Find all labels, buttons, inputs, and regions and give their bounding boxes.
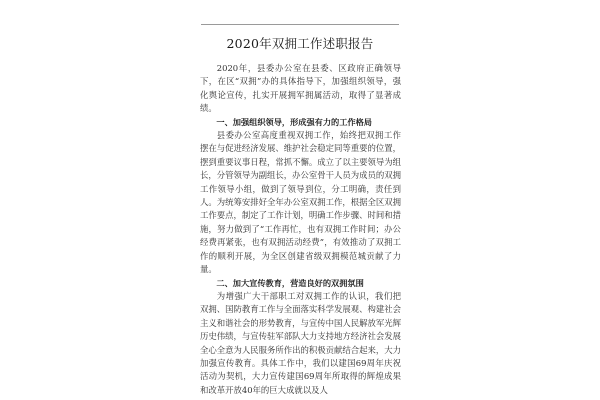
section-body-2: 为增强广大干部职工对双拥工作的认识，我们把双拥、国防教育工作与全面落实科学发展观、构建社会主义和谐社会的形势教育，与宣传中国人民解放军光辉历史伟绩，与宣传驻军部队大力支持地方经济社会发展全心全意为人民服务所作出的积极贡献结合起来，大力加强宣传教育。具体工作中，我们以建国69周年庆祝活动为契机，大力宣传建国69周年所取得的辉煌成果和改革开放40年的巨大成就以及人 xyxy=(200,290,401,395)
section-heading-1: 一、加强组织领导，形成强有力的工作格局 xyxy=(216,116,372,127)
document-body xyxy=(200,62,401,397)
document-title: 2020年双拥工作述职报告 xyxy=(226,36,374,51)
section-heading-2: 二、加大宣传教育，营造良好的双拥氛围 xyxy=(216,277,364,288)
section-body-1: 县委办公室高度重视双拥工作，始终把双拥工作摆在与促进经济发展、维护社会稳定同等重要的位置，摆到重要议事日程，常抓不懈。成立了以主要领导为组长，分管领导为副组长，办公室骨干人员为成员的双拥工作领导小组，做到了领导到位，分工明确，责任到人。为统筹安排好全年办公室双拥工作，根据全区双拥工作要点，制定了工作计划，明确工作步骤、时间和措施，努力做到了“工作再忙，也有双拥工作时间；办公经费再紧张，也有双拥活动经费”，有效推动了双拥工作的顺利开展，为全区创建省级双拥模范城贡献了力量。 xyxy=(200,130,401,275)
header-rule xyxy=(201,24,399,25)
intro-paragraph: 2020年，县委办公室在县委、区政府正确领导下，在区“双拥”办的具体指导下，加强组织领导，强化舆论宣传，扎实开展拥军拥属活动，取得了显著成绩。 xyxy=(200,63,401,114)
